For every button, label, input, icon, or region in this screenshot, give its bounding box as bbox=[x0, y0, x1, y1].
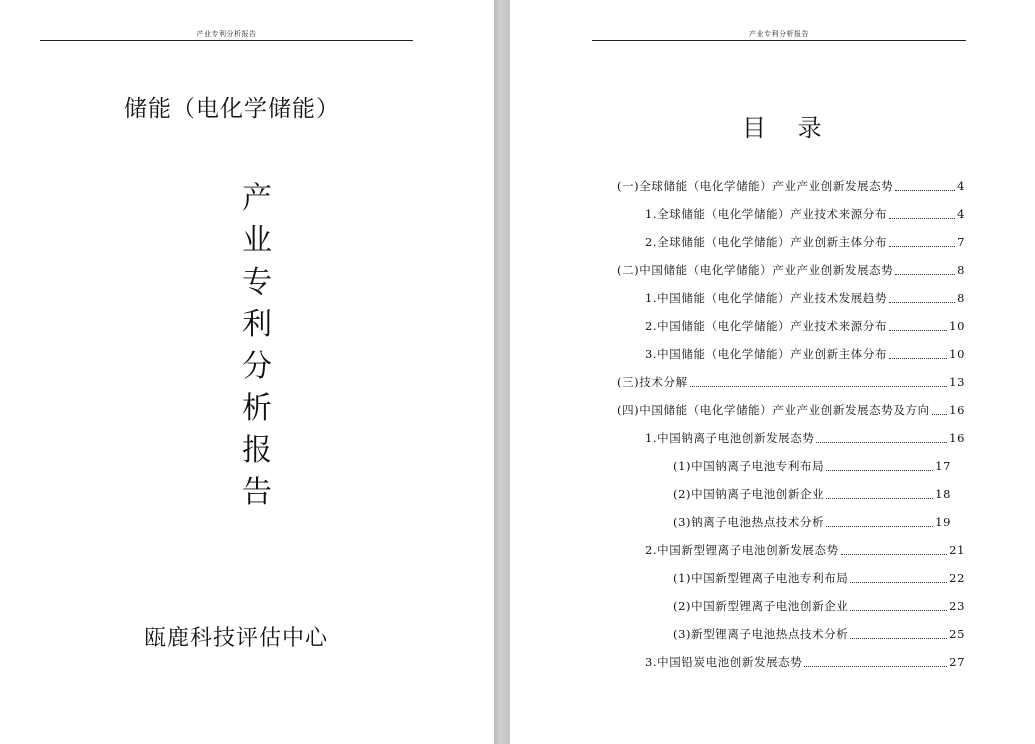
toc-entry-text: (一)全球储能（电化学储能）产业产业创新发展态势 bbox=[617, 179, 894, 193]
toc-page-number: 8 bbox=[957, 291, 965, 305]
page-header: 产业专利分析报告 bbox=[196, 30, 257, 38]
toc-entry[interactable] bbox=[673, 452, 951, 480]
toc-page-number: 10 bbox=[949, 347, 965, 361]
toc-entry[interactable] bbox=[645, 228, 965, 256]
toc-leader-dots bbox=[850, 581, 947, 583]
toc-entry-text: (1)中国钠离子电池专利布局 bbox=[673, 459, 825, 473]
toc-page-number: 8 bbox=[957, 263, 965, 277]
toc-page-number: 16 bbox=[949, 403, 965, 417]
toc-page-number: 18 bbox=[935, 487, 951, 501]
toc-page-number: 4 bbox=[957, 179, 965, 193]
toc-entry[interactable] bbox=[673, 592, 965, 620]
toc-entry[interactable] bbox=[673, 508, 951, 536]
toc-leader-dots bbox=[932, 413, 947, 415]
toc-leader-dots bbox=[816, 441, 947, 443]
toc-leader-dots bbox=[850, 609, 947, 611]
toc-entry[interactable] bbox=[645, 200, 965, 228]
toc-leader-dots bbox=[850, 637, 947, 639]
toc-entry-text: 3.中国铅炭电池创新发展态势 bbox=[645, 655, 803, 669]
toc-entry[interactable] bbox=[617, 172, 965, 200]
toc-entry-text: 3.中国储能（电化学储能）产业创新主体分布 bbox=[645, 347, 888, 361]
toc-page-number: 4 bbox=[957, 207, 965, 221]
toc-page-number: 25 bbox=[949, 627, 965, 641]
toc-page-number: 16 bbox=[949, 431, 965, 445]
toc-entry-text: (三)技术分解 bbox=[617, 375, 688, 389]
toc-leader-dots bbox=[889, 329, 947, 331]
toc-entry-text: (3)新型锂离子电池热点技术分析 bbox=[673, 627, 849, 641]
toc-entry[interactable] bbox=[617, 256, 965, 284]
toc-entry[interactable] bbox=[673, 564, 965, 592]
toc-entry-text: (2)中国钠离子电池创新企业 bbox=[673, 487, 825, 501]
toc-entry[interactable] bbox=[617, 368, 965, 396]
toc-title: 目 录 bbox=[742, 114, 834, 142]
toc-entry[interactable] bbox=[673, 620, 965, 648]
toc-entry[interactable] bbox=[617, 396, 965, 424]
toc-leader-dots bbox=[804, 665, 947, 667]
cover-page bbox=[0, 0, 494, 744]
toc-page-number: 7 bbox=[957, 235, 965, 249]
toc-page-number: 23 bbox=[949, 599, 965, 613]
toc-leader-dots bbox=[826, 525, 933, 527]
cover-organization: 瓯鹿科技评估中心 bbox=[143, 626, 328, 651]
header-divider bbox=[592, 40, 966, 41]
page-gutter bbox=[494, 0, 510, 744]
cover-title: 产业专利分析报告 bbox=[242, 181, 272, 510]
toc-entry-text: 2.全球储能（电化学储能）产业创新主体分布 bbox=[645, 235, 888, 249]
toc-entry[interactable] bbox=[673, 480, 951, 508]
toc-entry-text: (1)中国新型锂离子电池专利布局 bbox=[673, 571, 849, 585]
toc-entry-text: 1.全球储能（电化学储能）产业技术来源分布 bbox=[645, 207, 888, 221]
toc-leader-dots bbox=[826, 497, 933, 499]
toc-entry[interactable] bbox=[645, 536, 965, 564]
toc-entry-text: 2.中国新型锂离子电池创新发展态势 bbox=[645, 543, 839, 557]
toc-page-number: 27 bbox=[949, 655, 965, 669]
toc-page-number: 17 bbox=[935, 459, 951, 473]
toc-entry-text: (四)中国储能（电化学储能）产业产业创新发展态势及方向 bbox=[617, 403, 930, 417]
toc-entry-text: (2)中国新型锂离子电池创新企业 bbox=[673, 599, 849, 613]
toc-entry[interactable] bbox=[645, 340, 965, 368]
cover-subject: 储能（电化学储能） bbox=[124, 96, 340, 122]
toc-leader-dots bbox=[841, 553, 947, 555]
toc-entry-text: 1.中国钠离子电池创新发展态势 bbox=[645, 431, 815, 445]
toc-entry[interactable] bbox=[645, 424, 965, 452]
toc-leader-dots bbox=[889, 357, 947, 359]
toc-entry[interactable] bbox=[645, 648, 965, 676]
toc-entry-text: 2.中国储能（电化学储能）产业技术来源分布 bbox=[645, 319, 888, 333]
header-divider bbox=[40, 40, 413, 41]
toc-page-number: 22 bbox=[949, 571, 965, 585]
toc-page-number: 13 bbox=[949, 375, 965, 389]
toc-leader-dots bbox=[826, 469, 933, 471]
toc-entry[interactable] bbox=[645, 284, 965, 312]
toc-page-number: 10 bbox=[949, 319, 965, 333]
page-header: 产业专利分析报告 bbox=[749, 30, 809, 38]
toc-leader-dots bbox=[895, 189, 955, 191]
toc-leader-dots bbox=[690, 385, 947, 387]
toc-page-number: 21 bbox=[949, 543, 965, 557]
toc-entry-text: (二)中国储能（电化学储能）产业产业创新发展态势 bbox=[617, 263, 894, 277]
toc-leader-dots bbox=[895, 273, 955, 275]
toc-entry-text: 1.中国储能（电化学储能）产业技术发展趋势 bbox=[645, 291, 888, 305]
toc-entry[interactable] bbox=[645, 312, 965, 340]
toc-leader-dots bbox=[889, 245, 955, 247]
toc-leader-dots bbox=[889, 301, 955, 303]
toc-page bbox=[510, 0, 1035, 744]
toc-leader-dots bbox=[889, 217, 955, 219]
toc-entry-text: (3)钠离子电池热点技术分析 bbox=[673, 515, 825, 529]
toc-page-number: 19 bbox=[935, 515, 951, 529]
